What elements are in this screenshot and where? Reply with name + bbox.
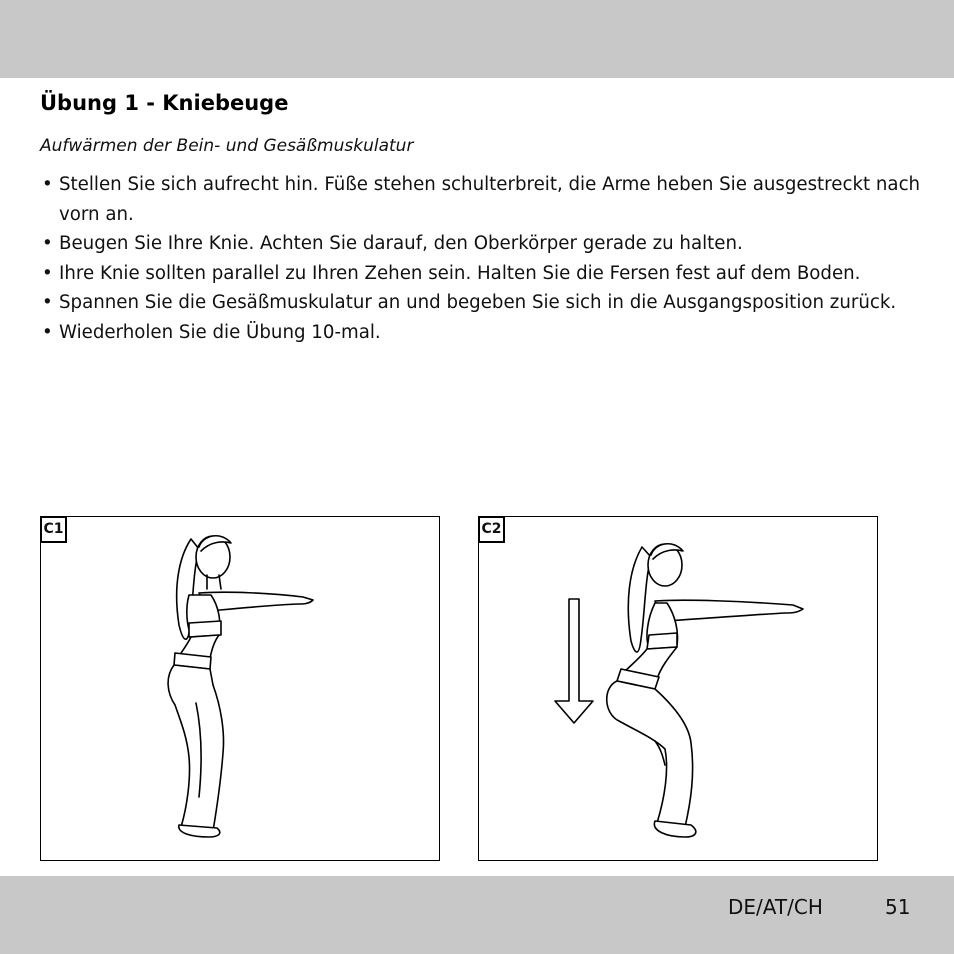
instruction-item: • Spannen Sie die Gesäßmuskulatur an und begeben Sie sich in die Ausgangsposition zurück.	[42, 288, 922, 318]
figure-panel-c1	[40, 516, 440, 861]
instruction-list	[42, 170, 922, 347]
figure-panel-c2	[478, 516, 878, 861]
instruction-item: • Ihre Knie sollten parallel zu Ihren Zehen sein. Halten Sie die Fersen fest auf dem Boden.	[42, 259, 922, 289]
instruction-item: • Stellen Sie sich aufrecht hin. Füße stehen schulterbreit, die Arme heben Sie ausgestreckt nach vorn an.	[42, 170, 922, 229]
instruction-item: • Beugen Sie Ihre Knie. Achten Sie darauf, den Oberkörper gerade zu halten.	[42, 229, 922, 259]
figure-label-c2: C2	[478, 516, 505, 543]
page-number: 51	[885, 895, 911, 919]
standing-woman-illustration-icon	[41, 517, 441, 862]
instruction-item: • Wiederholen Sie die Übung 10-mal.	[42, 318, 922, 348]
footer-region-label: DE/AT/CH	[728, 895, 823, 919]
page-subtitle: Aufwärmen der Bein- und Gesäßmuskulatur	[40, 136, 414, 156]
header-band	[0, 0, 954, 78]
down-arrow-icon	[555, 599, 593, 723]
page-title: Übung 1 - Kniebeuge	[40, 91, 289, 115]
squatting-woman-illustration-icon	[479, 517, 879, 862]
figure-label-c1: C1	[40, 516, 67, 543]
